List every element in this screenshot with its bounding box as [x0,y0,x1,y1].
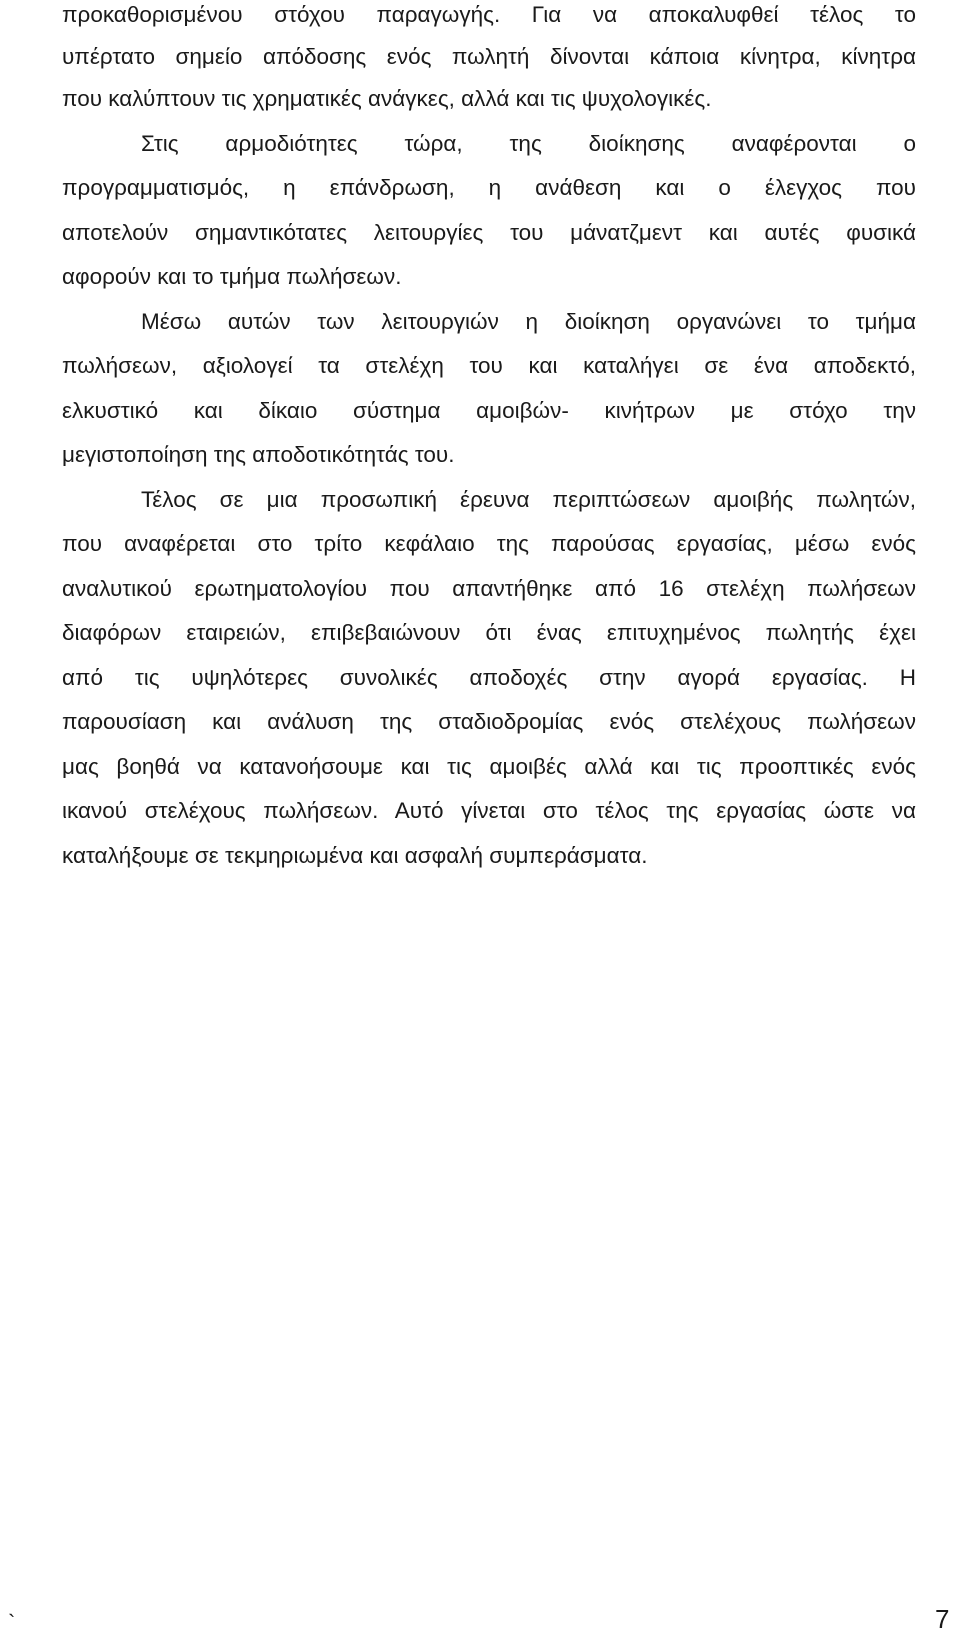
text-line: μας βοηθά να κατανοήσουμε και τις αμοιβές αλλά και τις προοπτικές ενός [62,754,916,779]
text-line: πωλήσεων, αξιολογεί τα στελέχη του και καταλήγει σε ένα αποδεκτό, [62,353,916,378]
text-line: από τις υψηλότερες συνολικές αποδοχές στην αγορά εργασίας. Η [62,665,916,690]
paragraph-first-line: Στις αρμοδιότητες τώρα, της διοίκησης αναφέρονται ο [141,131,916,156]
footer-mark: ` [8,1610,16,1635]
paragraph-first-line: Μέσω αυτών των λειτουργιών η διοίκηση οργανώνει το τμήμα [141,309,916,334]
text-line: αποτελούν σημαντικότατες λειτουργίες του μάνατζμεντ και αυτές φυσικά [62,220,916,245]
page-number: 7 [935,1604,950,1634]
text-line: αναλυτικού ερωτηματολογίου που απαντήθηκε από 16 στελέχη πωλήσεων [62,576,916,601]
text-line: αφορούν και το τμήμα πωλήσεων. [62,264,402,289]
text-line: προκαθορισμένου στόχου παραγωγής. Για να αποκαλυφθεί τέλος το [62,2,916,27]
text-line: ικανού στελέχους πωλήσεων. Αυτό γίνεται στο τέλος της εργασίας ώστε να [62,798,916,823]
text-line: προγραμματισμός, η επάνδρωση, η ανάθεση και ο έλεγχος που [62,175,916,200]
text-line: παρουσίαση και ανάλυση της σταδιοδρομίας ενός στελέχους πωλήσεων [62,709,916,734]
text-line: που αναφέρεται στο τρίτο κεφάλαιο της παρούσας εργασίας, μέσω ενός [62,531,916,556]
text-line: μεγιστοποίηση της αποδοτικότητάς του. [62,442,455,467]
text-line: καταλήξουμε σε τεκμηριωμένα και ασφαλή συμπεράσματα. [62,843,648,868]
text-line: υπέρτατο σημείο απόδοσης ενός πωλητή δίνονται κάποια κίνητρα, κίνητρα [62,44,916,69]
text-line: διαφόρων εταιρειών, επιβεβαιώνουν ότι ένας επιτυχημένος πωλητής έχει [62,620,916,645]
paragraph-first-line: Τέλος σε μια προσωπική έρευνα περιπτώσεων αμοιβής πωλητών, [141,487,916,512]
text-line: ελκυστικό και δίκαιο σύστημα αμοιβών- κινήτρων με στόχο την [62,398,916,423]
text-line: που καλύπτουν τις χρηματικές ανάγκες, αλλά και τις ψυχολογικές. [62,86,712,111]
